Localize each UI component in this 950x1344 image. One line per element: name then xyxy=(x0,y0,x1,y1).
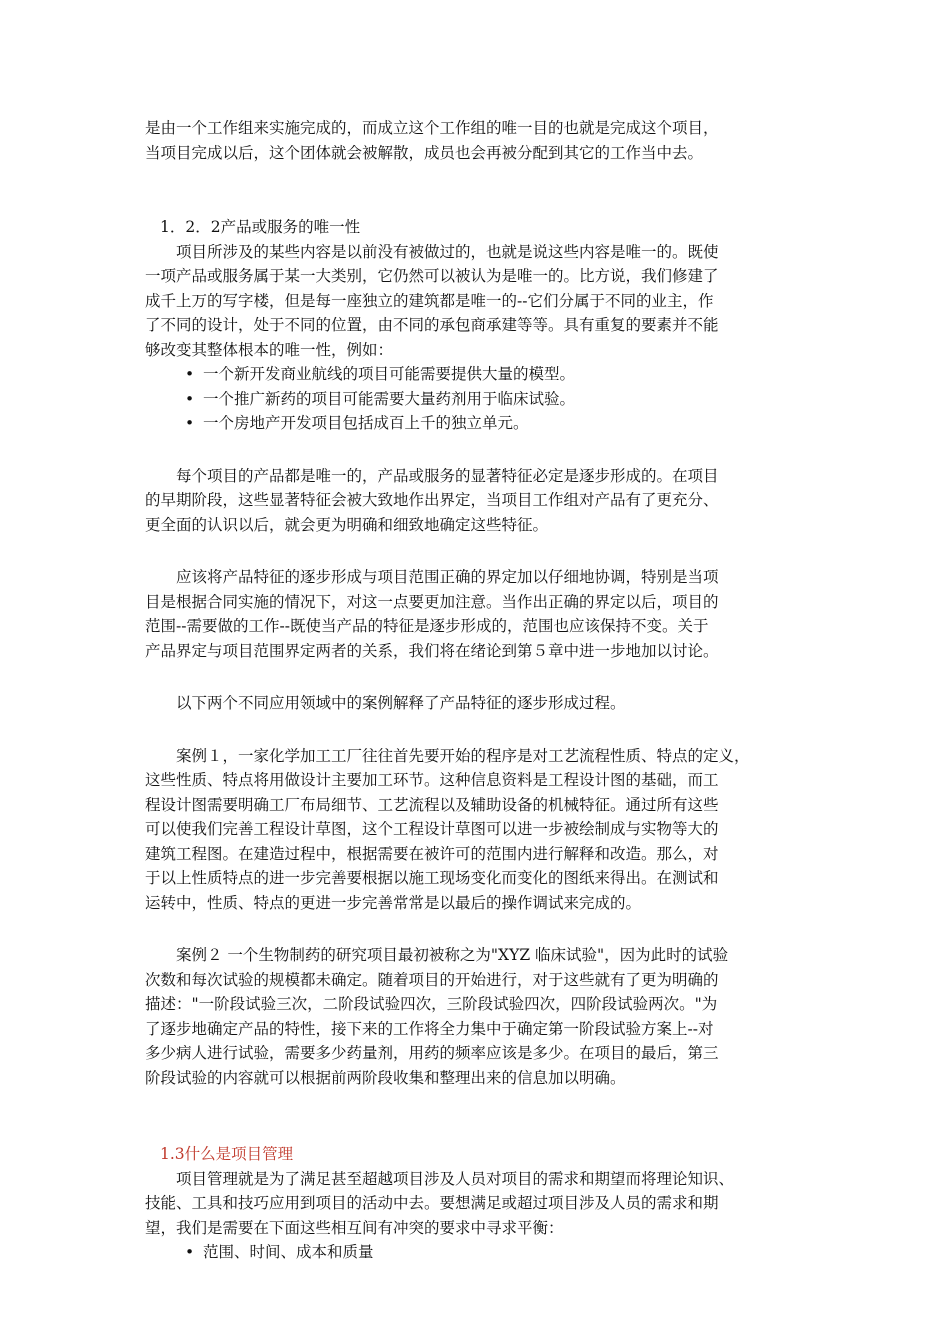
text-line: 应该将产品特征的逐步形成与项目范围正确的界定加以仔细地协调，特别是当项 xyxy=(176,568,719,586)
text-line: 了不同的设计，处于不同的位置，由不同的承包商承建等等。具有重复的要素并不能 xyxy=(145,316,719,334)
case-2-paragraph xyxy=(145,943,805,1090)
text-line: 案例２ 一个生物制药的研究项目最初被称之为"XYZ 临床试验"，因为此时的试验 xyxy=(176,946,729,964)
text-line: 这些性质、特点将用做设计主要加工环节。这种信息资料是工程设计图的基础，而工 xyxy=(145,771,719,789)
list-item: • 一个新开发商业航线的项目可能需要提供大量的模型。 xyxy=(145,362,805,387)
text-line: 成千上万的写字楼，但是每一座独立的建筑都是唯一的--它们分属于不同的业主，作 xyxy=(145,291,714,310)
text-line: 描述："一阶段试验三次，二阶段试验四次，三阶段试验四次，四阶段试验两次。"为 xyxy=(145,995,718,1013)
text-line: 可以使我们完善工程设计草图，这个工程设计草图可以进一步被绘制成与实物等大的 xyxy=(145,820,719,838)
text-line: 于以上性质特点的进一步完善要根据以施工现场变化而变化的图纸来得出。在测试和 xyxy=(145,869,719,887)
text-line: 了逐步地确定产品的特性，接下来的工作将全力集中于确定第一阶段试验方案上--对 xyxy=(145,1019,714,1038)
scope-coordination-paragraph xyxy=(145,565,805,663)
text-line: 更全面的认识以后，就会更为明确和细致地确定这些特征。 xyxy=(145,515,549,534)
text-line: 一项产品或服务属于某一大类别，它仍然可以被认为是唯一的。比方说，我们修建了 xyxy=(145,267,719,285)
list-item: • 范围、时间、成本和质量 xyxy=(145,1240,805,1265)
text-line: 技能、工具和技巧应用到项目的活动中去。要想满足或超过项目涉及人员的需求和期 xyxy=(145,1194,719,1212)
text-line: 产品界定与项目范围界定两者的关系，我们将在绪论到第５章中进一步地加以讨论。 xyxy=(145,641,719,660)
case-intro-paragraph xyxy=(145,691,805,716)
text-line: 望，我们是需要在下面这些相互间有冲突的要求中寻求平衡： xyxy=(145,1218,564,1237)
text-line: 项目管理就是为了满足甚至超越项目涉及人员对项目的需求和期望而将理论知识、 xyxy=(176,1169,735,1188)
text-line: 以下两个不同应用领域中的案例解释了产品特征的逐步形成过程。 xyxy=(176,694,626,712)
section-heading-1-3: 1.3什么是项目管理 xyxy=(160,1145,294,1163)
uniqueness-paragraph xyxy=(145,240,805,363)
text-line: 每个项目的产品都是唯一的，产品或服务的显著特征必定是逐步形成的。在项目 xyxy=(176,466,719,485)
text-line: 当项目完成以后，这个团体就会被解散，成员也会再被分配到其它的工作当中去。 xyxy=(145,143,704,162)
progressive-elaboration-paragraph xyxy=(145,464,805,538)
project-management-paragraph xyxy=(145,1167,805,1241)
list-item: • 一个房地产开发项目包括成百上千的独立单元。 xyxy=(145,411,805,436)
text-line: 目是根据合同实施的情况下，对这一点要更加注意。当作出正确的界定以后，项目的 xyxy=(145,592,719,611)
text-line: 建筑工程图。在建造过程中，根据需要在被许可的范围内进行解释和改造。那么，对 xyxy=(145,844,719,863)
list-item: • 一个推广新药的项目可能需要大量药剂用于临床试验。 xyxy=(145,387,805,412)
text-line: 的早期阶段，这些显著特征会被大致地作出界定，当项目工作组对产品有了更充分、 xyxy=(145,491,719,509)
bullet-icon: • xyxy=(185,414,195,432)
text-line: 够改变其整体根本的唯一性，例如： xyxy=(145,340,394,359)
document-page xyxy=(145,116,805,1265)
section-heading-1-2-2: 1．2．2产品或服务的唯一性 xyxy=(160,218,361,236)
text-line: 项目所涉及的某些内容是以前没有被做过的，也就是说这些内容是唯一的。既使 xyxy=(176,242,719,261)
bullet-icon: • xyxy=(185,389,195,408)
intro-paragraph xyxy=(145,116,805,165)
constraints-bullet-list xyxy=(145,1240,805,1265)
text-line: 是由一个工作组来实施完成的，而成立这个工作组的唯一目的也就是完成这个项目， xyxy=(145,119,719,137)
text-line: 多少病人进行试验，需要多少药量剂，用药的频率应该是多少。在项目的最后，第三 xyxy=(145,1044,719,1062)
text-line: 案例１，一家化学加工工厂往往首先要开始的程序是对工艺流程性质、特点的定义， xyxy=(176,746,750,765)
bullet-icon: • xyxy=(185,1243,195,1261)
text-line: 范围--需要做的工作--既使当产品的特征是逐步形成的，范围也应该保持不变。关于 xyxy=(145,617,709,635)
text-line: 运转中，性质、特点的更进一步完善常常是以最后的操作调试来完成的。 xyxy=(145,893,642,912)
case-1-paragraph xyxy=(145,744,805,916)
bullet-icon: • xyxy=(185,365,195,383)
text-line: 阶段试验的内容就可以根据前两阶段收集和整理出来的信息加以明确。 xyxy=(145,1068,626,1087)
text-line: 次数和每次试验的规模都未确定。随着项目的开始进行，对于这些就有了更为明确的 xyxy=(145,970,719,989)
example-bullet-list xyxy=(145,362,805,436)
text-line: 程设计图需要明确工厂布局细节、工艺流程以及辅助设备的机械特征。通过所有这些 xyxy=(145,795,719,814)
